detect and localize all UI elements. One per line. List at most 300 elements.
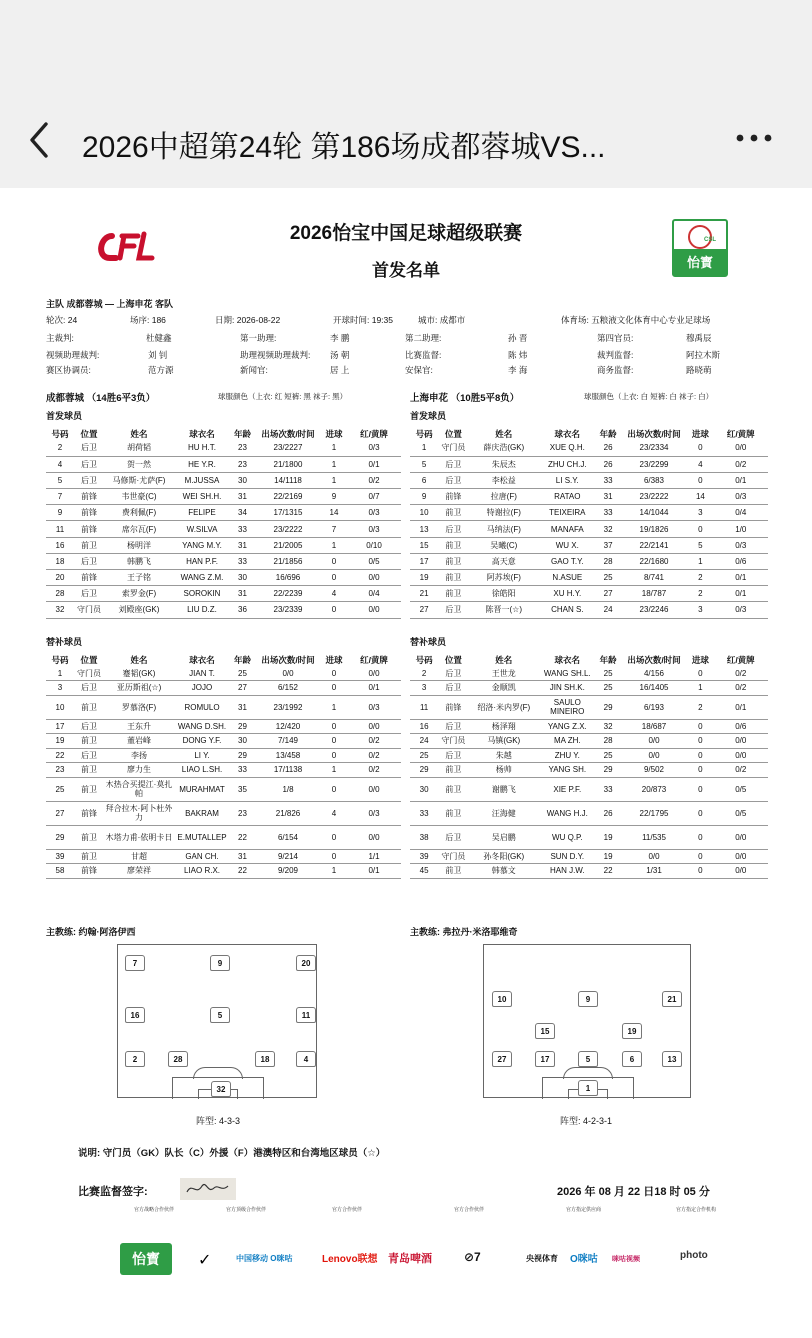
player-cell: 罗慕洛(F) bbox=[104, 695, 174, 719]
column-header: 红/黄牌 bbox=[726, 655, 755, 665]
ref-assessor-value: 阿拉木斯 bbox=[686, 350, 721, 360]
player-cell: 前卫 bbox=[74, 849, 104, 864]
player-cell: 李松益 bbox=[468, 472, 539, 488]
column-header: 年龄 bbox=[599, 429, 617, 439]
player-row bbox=[46, 748, 401, 763]
player-cell: 8/741 bbox=[621, 570, 688, 586]
player-cell: 后卫 bbox=[74, 748, 104, 763]
player-cell: TEIXEIRA bbox=[539, 505, 595, 521]
player-cell: 19 bbox=[46, 734, 74, 749]
player-cell: M.JUSSA bbox=[174, 472, 230, 488]
player-shirt-marker: 32 bbox=[211, 1081, 231, 1097]
player-cell: 2 bbox=[46, 440, 74, 456]
column-header: 年龄 bbox=[599, 655, 617, 665]
player-row bbox=[410, 777, 768, 801]
player-cell: 0/3 bbox=[714, 489, 769, 505]
player-cell: 0 bbox=[321, 666, 347, 681]
player-cell: 4/156 bbox=[621, 666, 688, 681]
player-shirt-marker: 11 bbox=[296, 1007, 316, 1023]
legend-note: 说明: 守门员（GK）队长（C）外援（F）港澳特区和台湾地区球员（☆） bbox=[78, 1148, 386, 1159]
player-cell: 45 bbox=[410, 864, 438, 879]
player-cell: 24 bbox=[596, 602, 621, 618]
player-cell: 13/458 bbox=[255, 748, 321, 763]
player-cell: 9/209 bbox=[255, 864, 321, 879]
away-subs-label: 替补球员 bbox=[410, 637, 447, 647]
column-header: 出场次数/时间 bbox=[627, 429, 681, 439]
player-cell: 1 bbox=[687, 553, 713, 569]
player-cell: WEI SH.H. bbox=[174, 489, 230, 505]
player-cell: YANG SH. bbox=[539, 763, 595, 778]
player-row bbox=[410, 521, 768, 537]
player-row bbox=[410, 505, 768, 521]
player-shirt-marker: 27 bbox=[492, 1051, 512, 1067]
player-cell: 守门员 bbox=[438, 734, 468, 749]
player-shirt-marker: 19 bbox=[622, 1023, 642, 1039]
player-row bbox=[410, 489, 768, 505]
player-cell: E.MUTALLEP bbox=[174, 825, 230, 849]
player-cell: 23/2339 bbox=[255, 602, 321, 618]
player-cell: 0/6 bbox=[714, 553, 769, 569]
ar2-label: 第二助理: bbox=[405, 333, 442, 343]
away-team-name: 上海申花 （10胜5平8负） bbox=[410, 393, 520, 404]
player-cell: 1 bbox=[46, 666, 74, 681]
player-cell: 33 bbox=[230, 521, 255, 537]
kickoff-info: 开球时间: 19:35 bbox=[333, 315, 393, 325]
player-cell: XU H.Y. bbox=[539, 586, 595, 602]
player-row bbox=[46, 681, 401, 696]
home-subs-table bbox=[46, 654, 401, 879]
player-cell: 马纳法(F) bbox=[468, 521, 539, 537]
player-cell: 0/1 bbox=[347, 681, 401, 696]
partner-label: 官方指定合作机构 bbox=[676, 1207, 717, 1213]
player-cell: 6/152 bbox=[255, 681, 321, 696]
player-cell: 后卫 bbox=[438, 666, 468, 681]
player-cell: 0/0 bbox=[714, 734, 769, 749]
player-cell: 0/2 bbox=[714, 666, 769, 681]
player-shirt-marker: 4 bbox=[296, 1051, 316, 1067]
player-cell: 0 bbox=[687, 777, 713, 801]
player-cell: 30 bbox=[410, 777, 438, 801]
player-cell: 23/1992 bbox=[255, 695, 321, 719]
player-cell: 守门员 bbox=[438, 440, 468, 456]
player-cell: 27 bbox=[230, 681, 255, 696]
player-cell: 席尔瓦(F) bbox=[104, 521, 174, 537]
player-cell: 拜合拉木·阿卜杜外力 bbox=[104, 801, 174, 825]
player-cell: 27 bbox=[410, 602, 438, 618]
player-cell: 0 bbox=[687, 734, 713, 749]
player-cell: 21/1856 bbox=[255, 553, 321, 569]
player-shirt-marker: 10 bbox=[492, 991, 512, 1007]
player-shirt-marker: 5 bbox=[210, 1007, 230, 1023]
player-shirt-marker: 1 bbox=[578, 1080, 598, 1096]
player-row bbox=[410, 456, 768, 472]
player-cell: 后卫 bbox=[74, 681, 104, 696]
home-starters-label: 首发球员 bbox=[46, 411, 83, 421]
player-cell: 0/0 bbox=[714, 440, 769, 456]
player-row bbox=[46, 489, 401, 505]
player-cell: 0/2 bbox=[714, 681, 769, 696]
player-cell: 23/2334 bbox=[621, 440, 688, 456]
player-cell: 18 bbox=[46, 553, 74, 569]
column-header: 出场次数/时间 bbox=[261, 429, 315, 439]
player-cell: 5 bbox=[687, 537, 713, 553]
player-cell: 25 bbox=[596, 570, 621, 586]
player-cell: 0 bbox=[321, 602, 347, 618]
player-cell: 0/0 bbox=[621, 748, 688, 763]
player-cell: 前锋 bbox=[438, 695, 468, 719]
player-cell: 22 bbox=[46, 748, 74, 763]
player-cell: 韦世豪(C) bbox=[104, 489, 174, 505]
player-cell: 14 bbox=[687, 489, 713, 505]
player-cell: 0/0 bbox=[714, 849, 769, 864]
player-row bbox=[46, 719, 401, 734]
player-cell: 34 bbox=[230, 505, 255, 521]
player-cell: 29 bbox=[410, 763, 438, 778]
player-cell: 9/214 bbox=[255, 849, 321, 864]
column-header: 姓名 bbox=[130, 429, 148, 439]
player-cell: 22/2239 bbox=[255, 586, 321, 602]
player-cell: 后卫 bbox=[438, 602, 468, 618]
partner-label: 官方指定供应商 bbox=[566, 1207, 602, 1213]
player-row bbox=[410, 602, 768, 618]
player-row bbox=[410, 748, 768, 763]
player-row bbox=[410, 849, 768, 864]
referee-value: 杜健鑫 bbox=[146, 333, 172, 343]
player-cell: 守门员 bbox=[74, 602, 104, 618]
player-cell: 0 bbox=[321, 777, 347, 801]
player-cell: 0 bbox=[687, 521, 713, 537]
player-cell: 0/0 bbox=[714, 748, 769, 763]
player-cell: 0 bbox=[687, 748, 713, 763]
player-cell: 6/193 bbox=[621, 695, 688, 719]
player-cell: 0/5 bbox=[347, 553, 401, 569]
player-cell: 孙冬阳(GK) bbox=[468, 849, 539, 864]
player-cell: 22/1680 bbox=[621, 553, 688, 569]
player-cell: 0/0 bbox=[347, 825, 401, 849]
player-row bbox=[46, 801, 401, 825]
fourth-official-label: 第四官员: bbox=[597, 333, 634, 343]
player-cell: 后卫 bbox=[74, 553, 104, 569]
player-cell: WANG D.SH. bbox=[174, 719, 230, 734]
player-cell: 0 bbox=[321, 734, 347, 749]
column-header: 进球 bbox=[325, 655, 343, 665]
player-cell: W.SILVA bbox=[174, 521, 230, 537]
player-cell: 7 bbox=[46, 489, 74, 505]
player-cell: 0/10 bbox=[347, 537, 401, 553]
round-info: 轮次: 24 bbox=[46, 315, 78, 325]
player-cell: 0 bbox=[687, 825, 713, 849]
player-cell: 高天意 bbox=[468, 553, 539, 569]
player-row bbox=[410, 801, 768, 825]
player-cell: 29 bbox=[230, 748, 255, 763]
player-cell: 14/1118 bbox=[255, 472, 321, 488]
player-cell: 24 bbox=[410, 734, 438, 749]
sponsor-nike-logo: ✓ bbox=[198, 1252, 212, 1269]
player-cell: 杨明洋 bbox=[104, 537, 174, 553]
more-button[interactable] bbox=[734, 120, 778, 150]
player-cell: 杨泽翔 bbox=[468, 719, 539, 734]
player-cell: 13 bbox=[410, 521, 438, 537]
player-cell: 后卫 bbox=[438, 472, 468, 488]
player-cell: SUN D.Y. bbox=[539, 849, 595, 864]
player-cell: SAULO MINEIRO bbox=[539, 695, 595, 719]
player-cell: 25 bbox=[596, 748, 621, 763]
player-cell: 前锋 bbox=[74, 521, 104, 537]
var-value: 刘 钊 bbox=[148, 350, 168, 360]
player-cell: 0 bbox=[321, 553, 347, 569]
player-shirt-marker: 5 bbox=[578, 1051, 598, 1067]
player-cell: SOROKIN bbox=[174, 586, 230, 602]
player-cell: 守门员 bbox=[438, 849, 468, 864]
player-cell: 0/1 bbox=[347, 456, 401, 472]
app-nav-bar bbox=[0, 0, 812, 188]
player-cell: 0 bbox=[687, 472, 713, 488]
sponsor-lenovo-logo: Lenovo联想 bbox=[322, 1254, 378, 1265]
player-cell: 胡荷韬 bbox=[104, 440, 174, 456]
player-cell: 前卫 bbox=[438, 777, 468, 801]
supervisor-label: 比赛监督: bbox=[405, 350, 442, 360]
player-cell: 0 bbox=[321, 570, 347, 586]
player-cell: 王东升 bbox=[104, 719, 174, 734]
player-cell: 17/1315 bbox=[255, 505, 321, 521]
player-cell: 29 bbox=[596, 695, 621, 719]
player-cell: 23/2222 bbox=[621, 489, 688, 505]
player-shirt-marker: 13 bbox=[662, 1051, 682, 1067]
player-cell: 前卫 bbox=[438, 864, 468, 879]
player-cell: 18/787 bbox=[621, 586, 688, 602]
column-header: 位置 bbox=[80, 429, 98, 439]
sponsor-logo: ⊘7 bbox=[464, 1250, 481, 1264]
player-cell: FELIPE bbox=[174, 505, 230, 521]
away-starters-table bbox=[410, 428, 768, 619]
player-cell: 32 bbox=[46, 602, 74, 618]
column-header: 位置 bbox=[80, 655, 98, 665]
player-shirt-marker: 18 bbox=[255, 1051, 275, 1067]
player-cell: 0/2 bbox=[347, 734, 401, 749]
player-row bbox=[410, 719, 768, 734]
player-cell: 朱越 bbox=[468, 748, 539, 763]
player-shirt-marker: 9 bbox=[210, 955, 230, 971]
player-cell: 23/2246 bbox=[621, 602, 688, 618]
player-cell: 吴曦(C) bbox=[468, 537, 539, 553]
player-shirt-marker: 17 bbox=[535, 1051, 555, 1067]
player-row bbox=[46, 456, 401, 472]
document-title: 2026怡宝中国足球超级联赛 bbox=[289, 223, 523, 244]
player-cell: 后卫 bbox=[438, 456, 468, 472]
player-cell: 0/1 bbox=[714, 586, 769, 602]
player-cell: 31 bbox=[230, 695, 255, 719]
player-cell: 29 bbox=[596, 763, 621, 778]
player-cell: 0/2 bbox=[347, 472, 401, 488]
ar1-label: 第一助理: bbox=[240, 333, 277, 343]
player-cell: 薛庆浩(GK) bbox=[468, 440, 539, 456]
player-cell: 0/0 bbox=[347, 777, 401, 801]
player-cell: 前卫 bbox=[74, 825, 104, 849]
player-cell: 0/1 bbox=[714, 695, 769, 719]
partner-label: 官方合作伙伴 bbox=[454, 1207, 485, 1213]
player-cell: 前卫 bbox=[438, 505, 468, 521]
player-cell: 1 bbox=[410, 440, 438, 456]
player-cell: 前卫 bbox=[438, 570, 468, 586]
player-cell: 0/0 bbox=[714, 825, 769, 849]
player-cell: 37 bbox=[596, 537, 621, 553]
player-cell: 22 bbox=[230, 864, 255, 879]
player-row bbox=[410, 681, 768, 696]
player-cell: 2 bbox=[410, 666, 438, 681]
home-formation-pitch bbox=[117, 944, 317, 1098]
player-cell: 7/149 bbox=[255, 734, 321, 749]
player-row bbox=[46, 825, 401, 849]
player-cell: 前锋 bbox=[74, 505, 104, 521]
player-cell: 4 bbox=[321, 586, 347, 602]
player-cell: 绍洛·米内罗(F) bbox=[468, 695, 539, 719]
match-number-info: 场序: 186 bbox=[130, 315, 166, 325]
player-row bbox=[46, 505, 401, 521]
player-cell: 0/3 bbox=[714, 537, 769, 553]
player-cell: 27 bbox=[46, 801, 74, 825]
player-cell: 贺一然 bbox=[104, 456, 174, 472]
column-header: 位置 bbox=[444, 655, 462, 665]
player-cell: MURAHMAT bbox=[174, 777, 230, 801]
player-cell: 0 bbox=[687, 763, 713, 778]
player-cell: 3 bbox=[46, 681, 74, 696]
player-cell: 0/7 bbox=[347, 489, 401, 505]
sponsor-migu-logo: O咪咕 bbox=[570, 1254, 598, 1265]
player-row bbox=[410, 586, 768, 602]
sponsor-cbest-logo: 怡寳 bbox=[120, 1243, 172, 1275]
player-cell: 19/1826 bbox=[621, 521, 688, 537]
player-row bbox=[46, 570, 401, 586]
player-cell: 0/3 bbox=[347, 521, 401, 537]
player-cell: 0/3 bbox=[714, 602, 769, 618]
player-cell: 0/4 bbox=[714, 505, 769, 521]
player-cell: 廖荣祥 bbox=[104, 864, 174, 879]
column-header: 号码 bbox=[415, 429, 433, 439]
player-cell: 9 bbox=[321, 489, 347, 505]
player-cell: 0/3 bbox=[347, 695, 401, 719]
column-header: 姓名 bbox=[495, 429, 513, 439]
player-shirt-marker: 7 bbox=[125, 955, 145, 971]
home-coach: 主教练: 约翰·阿洛伊西 bbox=[46, 927, 136, 937]
player-cell: 23/2222 bbox=[255, 521, 321, 537]
player-cell: 16 bbox=[410, 719, 438, 734]
player-cell: 22/2141 bbox=[621, 537, 688, 553]
player-cell: 0/5 bbox=[714, 777, 769, 801]
player-shirt-marker: 15 bbox=[535, 1023, 555, 1039]
home-starters-table bbox=[46, 428, 401, 619]
player-cell: ZHU CH.J. bbox=[539, 456, 595, 472]
player-cell: 0 bbox=[687, 801, 713, 825]
player-cell: 0/0 bbox=[621, 734, 688, 749]
player-row bbox=[46, 849, 401, 864]
document-subtitle: 首发名单 bbox=[372, 261, 440, 280]
player-cell: 21 bbox=[410, 586, 438, 602]
player-row bbox=[46, 521, 401, 537]
player-cell: 4 bbox=[321, 801, 347, 825]
table-header-row bbox=[46, 428, 401, 440]
player-cell: 3 bbox=[410, 681, 438, 696]
player-cell: 前锋 bbox=[74, 489, 104, 505]
column-header: 进球 bbox=[325, 429, 343, 439]
chevron-left-icon bbox=[26, 118, 66, 162]
player-cell: 23 bbox=[230, 801, 255, 825]
venue-info: 体育场: 五粮液文化体育中心专业足球场 bbox=[561, 315, 711, 325]
player-cell: 32 bbox=[596, 521, 621, 537]
player-cell: 11 bbox=[410, 695, 438, 719]
player-cell: 后卫 bbox=[74, 586, 104, 602]
column-header: 进球 bbox=[691, 429, 709, 439]
player-cell: JIN SH.K. bbox=[539, 681, 595, 696]
column-header: 进球 bbox=[691, 655, 709, 665]
player-cell: MA ZH. bbox=[539, 734, 595, 749]
player-cell: 33 bbox=[410, 801, 438, 825]
player-cell: ZHU Y. bbox=[539, 748, 595, 763]
player-cell: 王子铭 bbox=[104, 570, 174, 586]
player-cell: 30 bbox=[230, 570, 255, 586]
player-cell: 39 bbox=[410, 849, 438, 864]
player-cell: 前卫 bbox=[438, 801, 468, 825]
player-cell: 0 bbox=[687, 849, 713, 864]
player-cell: WANG SH.L. bbox=[539, 666, 595, 681]
player-cell: 17 bbox=[46, 719, 74, 734]
player-cell: 拉唐(F) bbox=[468, 489, 539, 505]
player-cell: 木塔力甫·依明卡日 bbox=[104, 825, 174, 849]
player-cell: 31 bbox=[596, 489, 621, 505]
home-kit-colors: 球服颜色（上衣: 红 短裤: 黑 袜子: 黑） bbox=[218, 392, 348, 401]
home-subs-label: 替补球员 bbox=[46, 637, 83, 647]
player-cell: 22 bbox=[230, 825, 255, 849]
back-button[interactable] bbox=[26, 118, 66, 162]
player-cell: 30 bbox=[230, 734, 255, 749]
coordinator-value: 范方源 bbox=[148, 365, 174, 375]
player-cell: 前卫 bbox=[438, 763, 468, 778]
player-cell: 25 bbox=[596, 666, 621, 681]
player-row bbox=[410, 666, 768, 681]
player-row bbox=[410, 570, 768, 586]
player-cell: 10 bbox=[46, 695, 74, 719]
player-cell: 0/0 bbox=[347, 719, 401, 734]
player-row bbox=[46, 734, 401, 749]
player-cell: LIU D.Z. bbox=[174, 602, 230, 618]
player-row bbox=[46, 763, 401, 778]
away-coach: 主教练: 弗拉丹·米洛耶维奇 bbox=[410, 927, 518, 937]
player-cell: 23/2227 bbox=[255, 440, 321, 456]
player-cell: 22/1795 bbox=[621, 801, 688, 825]
column-header: 号码 bbox=[51, 655, 69, 665]
csl-logo bbox=[672, 219, 728, 277]
commercial-label: 商务监督: bbox=[597, 365, 634, 375]
player-cell: 27 bbox=[596, 586, 621, 602]
ar1-value: 李 鹏 bbox=[330, 333, 350, 343]
player-cell: 0 bbox=[687, 666, 713, 681]
player-cell: JIAN T. bbox=[174, 666, 230, 681]
player-cell: 0 bbox=[321, 681, 347, 696]
player-cell: 甘超 bbox=[104, 849, 174, 864]
security-value: 李 海 bbox=[508, 365, 528, 375]
player-cell: 19 bbox=[596, 825, 621, 849]
press-officer-label: 新闻官: bbox=[240, 365, 268, 375]
player-cell: 21/2005 bbox=[255, 537, 321, 553]
player-cell: 朱辰杰 bbox=[468, 456, 539, 472]
player-cell: 26 bbox=[596, 801, 621, 825]
player-cell: 4 bbox=[46, 456, 74, 472]
player-cell: 33 bbox=[596, 777, 621, 801]
player-cell: 31 bbox=[230, 849, 255, 864]
player-cell: 后卫 bbox=[438, 825, 468, 849]
player-cell: 前卫 bbox=[438, 537, 468, 553]
player-cell: XUE Q.H. bbox=[539, 440, 595, 456]
commercial-value: 路晓萌 bbox=[686, 365, 712, 375]
